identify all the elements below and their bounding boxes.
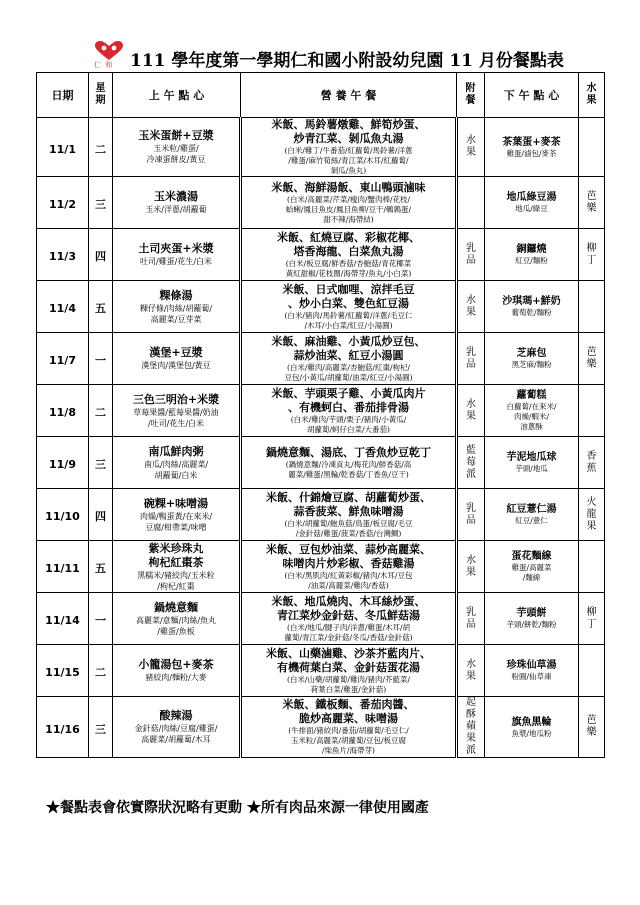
table-row [37,177,605,229]
lunch-dishes: 米飯、山藥滷雞、沙茶芥藍肉片、 有機荷葉白菜、金針菇蛋花湯 [266,646,431,674]
weekday-cell: 四 [95,250,106,263]
table-row [37,229,605,281]
lunch-ingredients: (白米/雞肉/高麗菜/杏鮑菇/紅棗/枸杞/ 豆包/小黃瓜/胡蘿蔔/油菜/紅豆/小湯圓) [284,362,413,382]
table-row [37,645,605,697]
weekday-cell: 三 [95,722,106,736]
lunch-ingredients: (白米/黑肌肉/紅黃彩椒/豬肉/木耳/豆包 /油菜/高麗菜/雞肉/香菇) [284,570,413,590]
table-row [37,118,605,177]
am-snack-ingredients: 吐司/雞蛋/花生/白米 [139,257,213,266]
pm-snack-ingredients: 芋頭/餅乾/麵粉 [506,620,557,629]
pm-snack-ingredients: 雞蛋/滷包/麥茶 [506,148,557,158]
pm-snack-ingredients: 白蘿蔔/在來米/ 肉燥/蝦米/ 油蔥酥 [506,402,557,431]
side-cell: 乳品 [466,346,476,370]
lunch-ingredients: (白米/豬肉/馬鈴薯/紅蘿蔔/洋蔥/毛豆仁 /木耳/小白菜/紅豆/小湯圓) [284,310,413,330]
table-row [37,541,605,593]
menu-table [36,72,605,758]
date-cell: 11/4 [49,302,76,315]
lunch-dishes: 米飯、鐵板麵、番茄肉醬、 脆炒高麗菜、味噌湯 [282,698,415,725]
lunch-dishes: 米飯、麻油雞、小黃瓜炒豆包、 蒜炒油菜、紅豆小湯圓 [271,334,426,362]
am-snack-name: 小籠湯包+麥茶 [138,658,214,671]
am-snack-name: 紫米珍珠丸 枸杞紅棗茶 [148,541,204,569]
date-cell: 11/16 [45,722,80,736]
lunch-ingredients: (鍋燒意麵/冷凍貢丸/梅花肉/鮮香菇/高 麗菜/雞蛋/黑輪/乾香菇/丁香魚/豆干) [285,459,412,479]
am-snack-name: 玉米濃湯 [154,190,198,203]
lunch-ingredients: (白米/雞丁/牛番茄/紅蘿蔔/馬鈴薯/洋蔥 /雞蛋/麻竹筍絲/青江菜/木耳/紅蘿蔔/ 剝瓜/魚丸) [284,146,413,175]
table-header-row [37,73,605,118]
page-title: 111 學年度第一學期仁和國小附設幼兒園 11 月份餐點表 [130,51,564,71]
pm-snack-name: 地瓜綠豆湯 [506,192,557,203]
school-logo [92,40,126,72]
pm-snack-name: 芋頭餅 [516,608,547,619]
lunch-dishes: 米飯、地瓜燒肉、木耳絲炒蛋、 青江菜炒金針菇、冬瓜鮮菇湯 [271,594,426,622]
am-snack-ingredients: 高麗菜/意麵/肉絲/魚丸 /雞蛋/魚板 [135,615,217,636]
date-cell: 11/7 [49,354,76,367]
pm-snack-ingredients: 黑芝麻/麵粉 [511,360,552,369]
pm-snack-name: 芋泥地瓜球 [506,452,557,463]
weekday-cell: 三 [95,458,106,471]
am-snack-name: 土司夾蛋+米漿 [138,242,214,255]
am-snack-name: 南瓜鮮肉粥 [148,444,204,458]
am-snack-ingredients: 黑糯米/豬絞肉/玉米粒 /枸杞/紅棗 [137,570,215,591]
pm-snack-name: 沙琪瑪+鮮奶 [502,296,561,307]
lunch-dishes: 米飯、馬鈴薯燉雞、鮮筍炒蛋、 炒青江菜、剝瓜魚丸湯 [271,118,426,145]
side-cell: 水果 [466,294,476,318]
fruit-cell: 柳丁 [586,242,597,266]
table-row [37,489,605,541]
lunch-ingredients: (白米/山藥/胡蘿蔔/雞肉/豬肉/芥藍菜/ 荷葉白菜/雞蛋/金針菇) [286,674,411,694]
date-cell: 11/15 [45,666,80,679]
date-cell: 11/3 [49,250,76,263]
am-snack-name: 粿條湯 [159,288,193,302]
side-cell: 起酥蘋果派 [466,697,476,756]
pm-snack-ingredients: 紅豆/麵粉 [515,256,548,265]
footer-note: ★餐點表會依實際狀況略有更動 ★所有肉品來源一律使用國產 [46,800,429,816]
header-lunch: 營 養 午 餐 [241,73,457,118]
table-row [37,593,605,645]
header [92,40,564,71]
heart-logo-icon [92,40,126,62]
am-snack-name: 酸辣湯 [159,709,193,722]
am-snack-ingredients: 玉米/洋蔥/胡蘿蔔 [145,205,207,214]
side-cell: 乳品 [466,242,476,266]
pm-snack-ingredients: 紅豆/薏仁 [515,516,548,525]
pm-snack-name: 旗魚黑輪 [511,716,552,728]
lunch-dishes: 米飯、日式咖哩、涼拌毛豆 、炒小白菜、雙色紅豆湯 [282,282,415,310]
date-cell: 11/1 [49,142,76,156]
fruit-cell: 火龍果 [586,496,597,532]
pm-snack-name: 珍珠仙草湯 [506,660,557,671]
fruit-cell: 芭樂 [586,715,597,738]
am-snack-ingredients: 南瓜/肉絲/高麗菜/ 胡蘿蔔/白米 [143,459,209,480]
lunch-ingredients: (白米/高麗菜/芹菜/瘦肉/蟹肉棒/花枝/ 蛤蜊/鳳目魚皮/鳳目魚柳/豆干/鵪鶉蛋/ 甜不辣/海帶結) [285,194,412,224]
pm-snack-name: 蛋花麵線 [511,551,552,562]
am-snack-ingredients: 粿仔條/肉絲/胡蘿蔔/ 高麗菜/豆芽菜 [139,303,213,324]
date-cell: 11/2 [49,198,76,211]
pm-snack-ingredients: 芋頭/地瓜 [515,464,548,473]
header-weekday: 星期 [89,73,113,118]
date-cell: 11/11 [45,562,80,575]
pm-snack-ingredients: 地瓜/綠豆 [515,204,548,213]
lunch-ingredients: (白米/胡蘿蔔/鮑魚菇/鳥蛋/板豆腐/毛豆 /金針菇/雞蛋/菠菜/香菇/台灣鯛) [284,518,413,538]
lunch-ingredients: (牛排面/豬絞肉/番茄/胡蘿蔔/毛豆仁/ 玉米粒/高麗菜/胡蘿蔔/豆包/板豆腐 /柴魚片/海帶芽) [288,726,409,755]
am-snack-ingredients: 漢堡肉/漢堡包/黃豆 [141,361,211,370]
am-snack-ingredients: 豬絞肉/麵粉/大麥 [145,673,207,682]
am-snack-name: 碗粿+味噌湯 [143,496,209,510]
am-snack-name: 玉米蛋餅+豆漿 [138,129,214,142]
table-row [37,437,605,489]
lunch-dishes: 米飯、海鮮湯飯、東山鴨頭滷味 [271,180,426,194]
date-cell: 11/8 [49,406,76,419]
lunch-ingredients: (白米/板豆腐/鮮香菇/杏鮑菇/青花椰菜 黃紅甜椒/花枝圈/海帶芽/魚丸/小白菜) [285,258,412,278]
pm-snack-name: 芝麻包 [516,348,547,359]
side-cell: 水果 [466,658,476,682]
header-side: 附餐 [457,73,485,118]
am-snack-ingredients: 肉燥/鴨蛋黃/在來米/ 豆腐/柑帶菜/味噌 [139,511,213,532]
date-cell: 11/10 [45,510,80,523]
pm-snack-ingredients: 葡萄乾/麵粉 [511,308,552,317]
side-cell: 水果 [466,135,476,158]
table-row [37,333,605,385]
am-snack-name: 三色三明治+米漿 [132,392,220,406]
pm-snack-name: 紅豆薏仁湯 [506,504,557,515]
weekday-cell: 五 [95,302,106,315]
header-pm-snack: 下 午 點 心 [485,73,579,118]
side-cell: 乳品 [466,606,476,630]
weekday-cell: 一 [95,354,106,367]
logo-text: 仁 和 [94,61,114,69]
weekday-cell: 二 [95,142,106,156]
lunch-ingredients: (白米/雞肉/芋頭/栗子/豬肉/小黃瓜/ 胡蘿蔔/蚵仔白菜/大番茄) [290,414,407,434]
header-fruit: 水果 [579,73,605,118]
pm-snack-ingredients: 魚漿/地瓜粉 [511,728,552,738]
weekday-cell: 一 [95,614,106,627]
side-cell: 水果 [466,554,476,578]
fruit-cell: 柳丁 [586,606,597,630]
pm-snack-ingredients: 雞蛋/高麗菜 /麵線 [511,563,552,582]
lunch-dishes: 米飯、什錦燴豆腐、胡蘿蔔炒蛋、 蒜香菠菜、鮮魚味噌湯 [266,490,431,518]
table-row [37,385,605,437]
date-cell: 11/14 [45,614,80,627]
header-am-snack: 上 午 點 心 [113,73,241,118]
weekday-cell: 五 [95,562,106,575]
weekday-cell: 四 [95,510,106,523]
am-snack-ingredients: 金針菇/肉絲/豆腐/雞蛋/ 高麗菜/胡蘿蔔/木耳 [134,724,218,744]
am-snack-name: 漢堡+豆漿 [149,346,203,359]
lunch-dishes: 米飯、紅燒豆腐、彩椒花椰、 塔香海龍、白菜魚丸湯 [277,230,420,258]
table-row [37,281,605,333]
weekday-cell: 二 [95,666,106,679]
lunch-dishes: 米飯、芋頭栗子雞、小黃瓜肉片 、有機蚵白、番茄排骨湯 [271,386,426,414]
lunch-dishes: 鍋燒意麵、湯底、丁香魚炒豆乾丁 [266,445,431,459]
pm-snack-name: 銅鑼燒 [516,244,547,255]
table-row [37,697,605,758]
am-snack-ingredients: 草莓果醬/藍莓果醬/奶油 /吐司/花生/白米 [133,407,219,428]
am-snack-name: 鍋燒意麵 [154,600,198,614]
side-cell: 水果 [466,398,476,422]
date-cell: 11/9 [49,458,76,471]
fruit-cell: 芭樂 [586,346,597,370]
pm-snack-name: 茶葉蛋+麥茶 [502,136,561,148]
pm-snack-ingredients: 粉圓/仙草凍 [511,672,552,681]
fruit-cell: 香蕉 [586,450,597,474]
weekday-cell: 二 [95,406,106,419]
pm-snack-name: 蘿蔔糕 [516,390,547,401]
lunch-dishes: 米飯、豆包炒油菜、蒜炒高麗菜、 味噌肉片炒彩椒、香菇雞湯 [266,542,431,570]
fruit-cell: 芭樂 [586,190,597,214]
side-cell: 藍莓派 [466,444,476,480]
am-snack-ingredients: 玉米粒/雞蛋/ 冷凍蛋餅皮/黃豆 [146,144,206,164]
header-date: 日期 [37,73,89,118]
side-cell: 乳品 [466,502,476,526]
weekday-cell: 三 [95,198,106,211]
lunch-ingredients: (白米/地瓜/腱子肉/洋蔥/雞蛋/木耳/胡 蘿蔔/青江菜/金針菇/冬瓜/香菇/金針菇) [284,622,413,642]
